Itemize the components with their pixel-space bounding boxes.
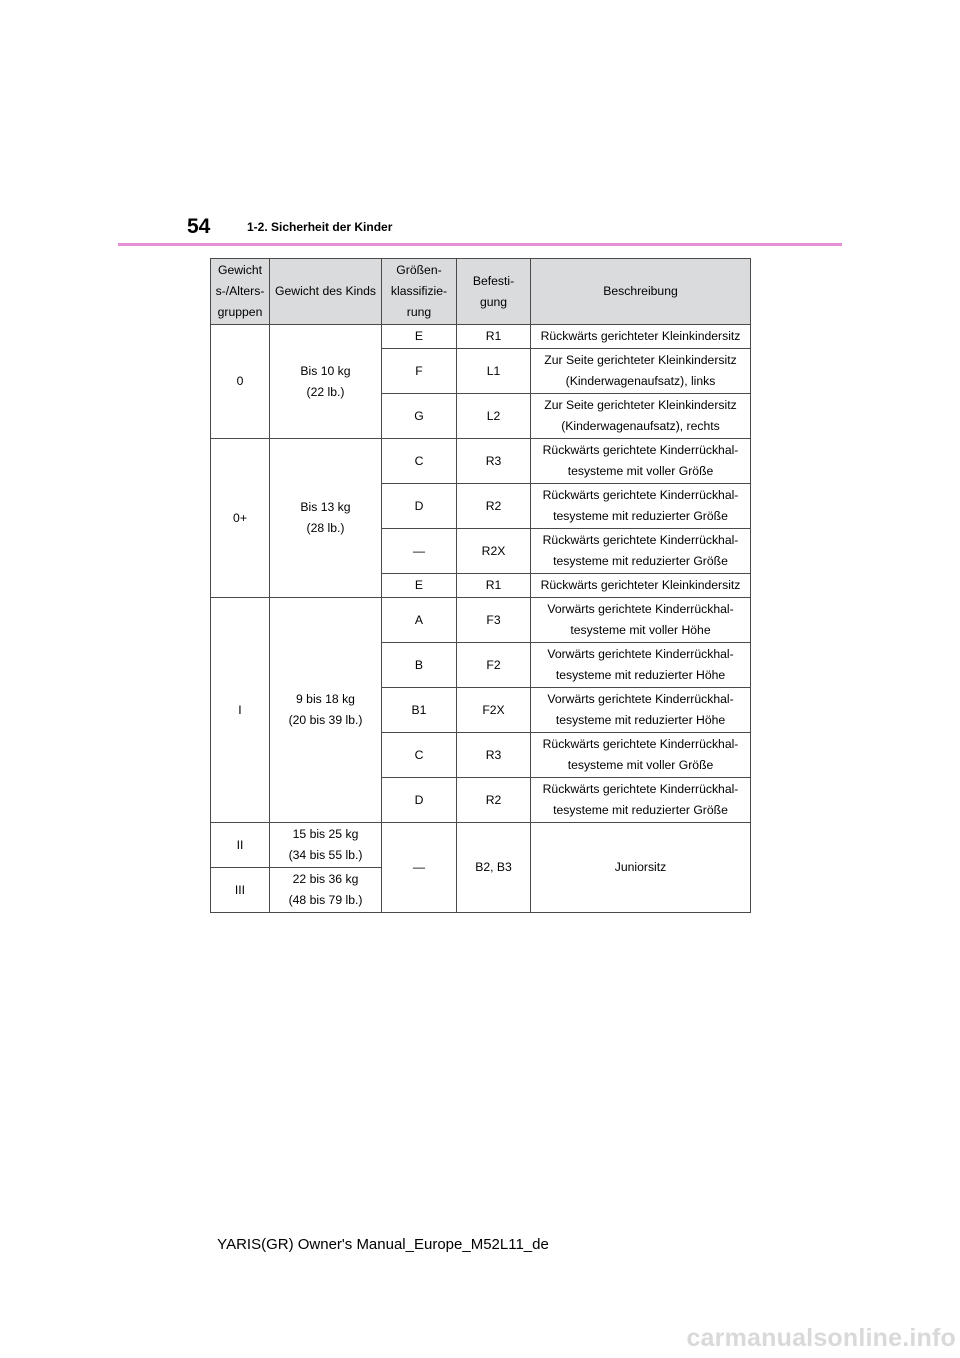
size-class-cell: C (382, 733, 457, 778)
table-row (211, 325, 751, 349)
size-class-cell: D (382, 484, 457, 529)
header-description: Beschreibung (531, 259, 751, 325)
group-cell: II (211, 823, 270, 868)
weight-cell: Bis 13 kg (28 lb.) (270, 439, 382, 598)
table-row (211, 823, 751, 868)
size-class-cell: F (382, 349, 457, 394)
fixture-cell: R2 (457, 778, 531, 823)
description-cell: Vorwärts gerichtete Kinderrückhal- tesysteme mit voller Höhe (531, 598, 751, 643)
description-cell: Rückwärts gerichtete Kinderrückhal- tesysteme mit reduzierter Größe (531, 529, 751, 574)
fixture-cell: F2 (457, 643, 531, 688)
size-class-cell: B1 (382, 688, 457, 733)
table-row (211, 439, 751, 484)
description-cell: Rückwärts gerichtete Kinderrückhal- tesysteme mit reduzierter Größe (531, 778, 751, 823)
fixture-cell: F3 (457, 598, 531, 643)
size-class-cell: G (382, 394, 457, 439)
size-class-cell: — (382, 823, 457, 913)
description-cell: Vorwärts gerichtete Kinderrückhal- tesysteme mit reduzierter Höhe (531, 688, 751, 733)
page-number: 54 (187, 215, 211, 238)
description-cell: Vorwärts gerichtete Kinderrückhal- tesysteme mit reduzierter Höhe (531, 643, 751, 688)
header-fixture: Befesti- gung (457, 259, 531, 325)
fixture-cell: R3 (457, 733, 531, 778)
weight-cell: 22 bis 36 kg (48 bis 79 lb.) (270, 868, 382, 913)
size-class-cell: A (382, 598, 457, 643)
size-class-cell: — (382, 529, 457, 574)
description-cell: Zur Seite gerichteter Kleinkindersitz (Kinderwagenaufsatz), rechts (531, 394, 751, 439)
group-cell: III (211, 868, 270, 913)
size-class-cell: D (382, 778, 457, 823)
description-cell: Zur Seite gerichteter Kleinkindersitz (Kinderwagenaufsatz), links (531, 349, 751, 394)
fixture-cell: R2 (457, 484, 531, 529)
fixture-cell: R2X (457, 529, 531, 574)
fixture-cell: R1 (457, 325, 531, 349)
group-cell: 0 (211, 325, 270, 439)
table-row (211, 598, 751, 643)
weight-cell: Bis 10 kg (22 lb.) (270, 325, 382, 439)
description-cell: Rückwärts gerichteter Kleinkindersitz (531, 325, 751, 349)
fixture-cell: B2, B3 (457, 823, 531, 913)
fixture-cell: R1 (457, 574, 531, 598)
child-seat-size-table (210, 258, 751, 913)
section-title: 1-2. Sicherheit der Kinder (247, 220, 393, 234)
header-divider (118, 243, 842, 246)
size-class-cell: B (382, 643, 457, 688)
size-class-cell: C (382, 439, 457, 484)
fixture-cell: R3 (457, 439, 531, 484)
fixture-cell: L1 (457, 349, 531, 394)
fixture-cell: L2 (457, 394, 531, 439)
fixture-cell: F2X (457, 688, 531, 733)
header-group: Gewicht s-/Alters- gruppen (211, 259, 270, 325)
description-cell: Rückwärts gerichtete Kinderrückhal- tesysteme mit voller Größe (531, 733, 751, 778)
group-cell: I (211, 598, 270, 823)
description-cell: Juniorsitz (531, 823, 751, 913)
header-weight: Gewicht des Kinds (270, 259, 382, 325)
weight-cell: 15 bis 25 kg (34 bis 55 lb.) (270, 823, 382, 868)
description-cell: Rückwärts gerichtete Kinderrückhal- tesysteme mit voller Größe (531, 439, 751, 484)
header-size-class: Größen- klassifizie- rung (382, 259, 457, 325)
table-header-row (211, 259, 751, 325)
description-cell: Rückwärts gerichtete Kinderrückhal- tesysteme mit reduzierter Größe (531, 484, 751, 529)
description-cell: Rückwärts gerichteter Kleinkindersitz (531, 574, 751, 598)
watermark: carmanualsonline.info (686, 1324, 956, 1352)
size-class-cell: E (382, 574, 457, 598)
size-class-cell: E (382, 325, 457, 349)
weight-cell: 9 bis 18 kg (20 bis 39 lb.) (270, 598, 382, 823)
manual-footer: YARIS(GR) Owner's Manual_Europe_M52L11_de (217, 1236, 549, 1253)
group-cell: 0+ (211, 439, 270, 598)
